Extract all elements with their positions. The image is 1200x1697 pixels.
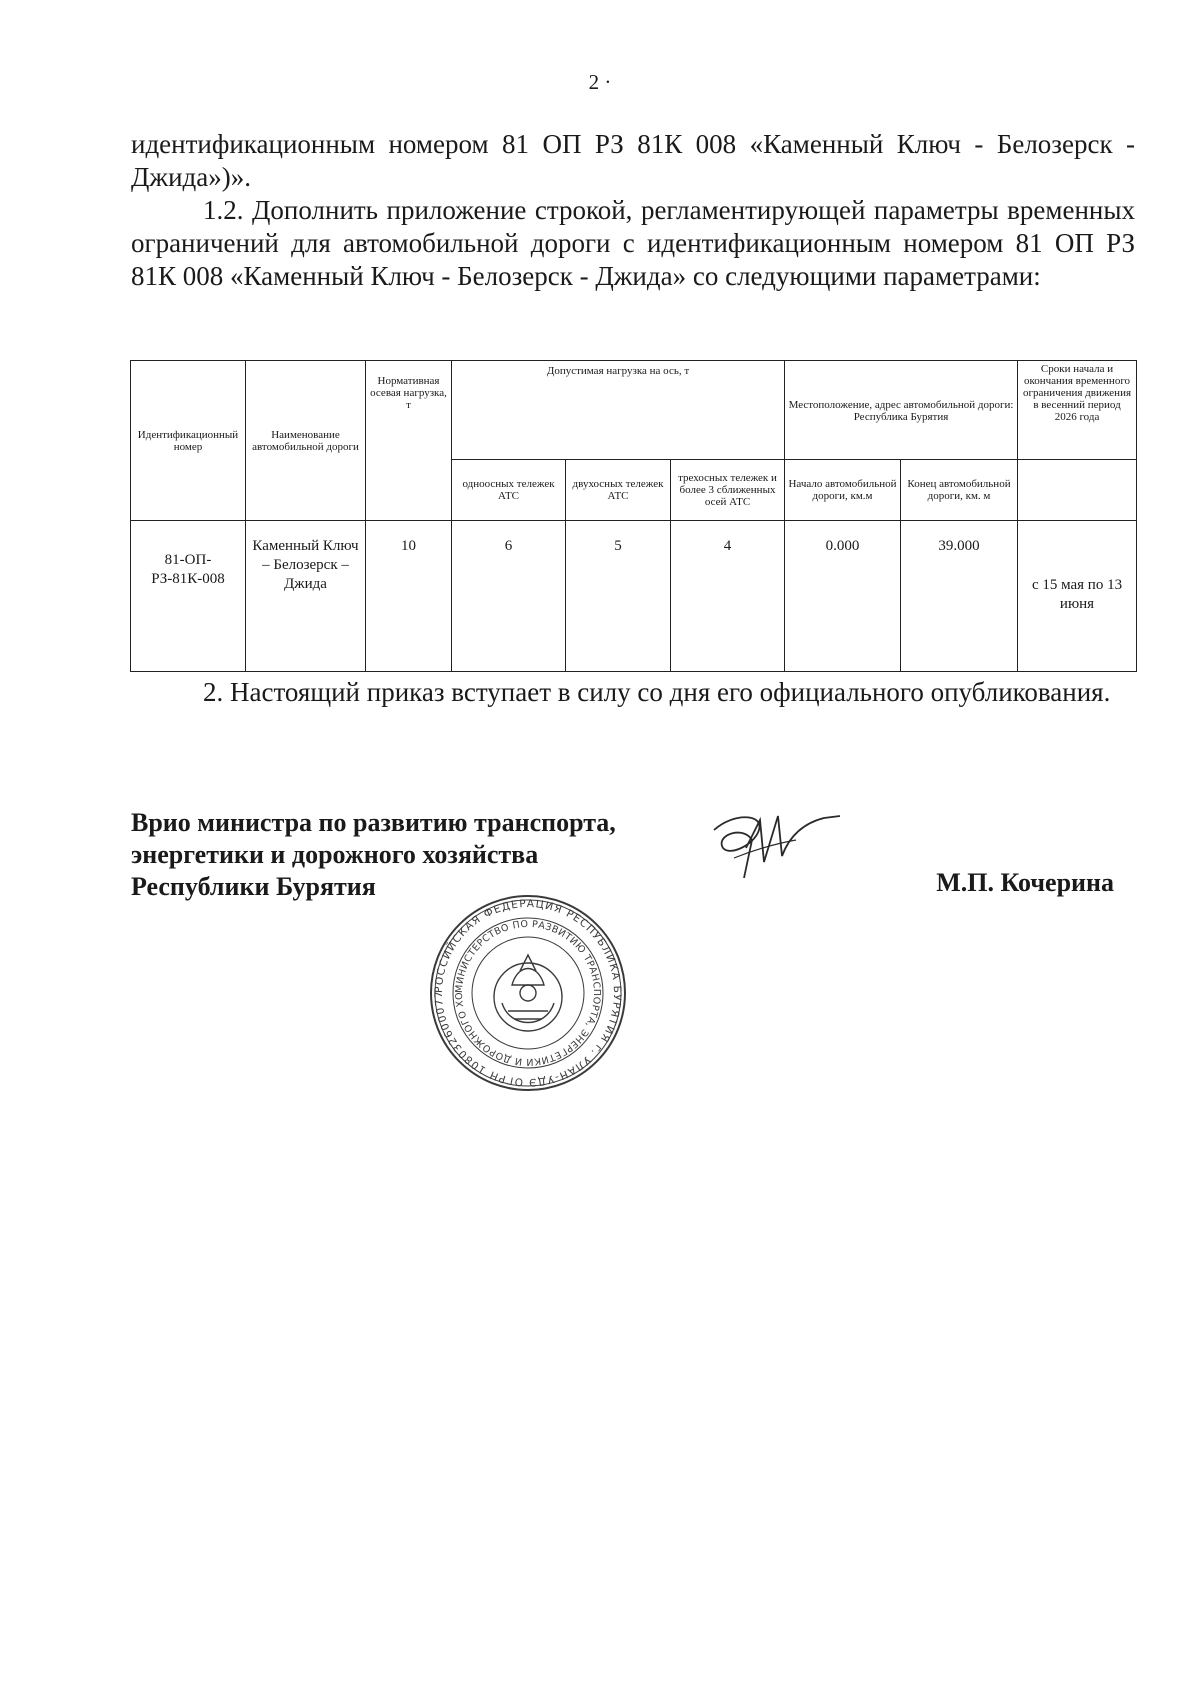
table-row <box>131 521 1137 672</box>
header-road-end: Конец автомобильной дороги, км. м <box>901 460 1018 521</box>
header-period: Сроки начала и окончания временного ограничения движения в весенний период 2026 года <box>1018 361 1137 460</box>
header-id-number: Идентификационный номер <box>131 361 246 521</box>
official-seal <box>428 893 628 1098</box>
coat-of-arms-emblem <box>494 955 562 1031</box>
cell-normative-load: 10 <box>366 521 452 672</box>
cell-single-axle: 6 <box>452 521 566 672</box>
header-period-empty <box>1018 460 1137 521</box>
header-location: Местоположение, адрес автомобильной дороги: Республика Бурятия <box>785 361 1018 460</box>
header-normative-load: Нормативная осевая нагрузка, т <box>366 361 452 521</box>
header-single-axle: одноосных тележек АТС <box>452 460 566 521</box>
signatory-title-line: Республики Бурятия <box>131 872 376 901</box>
seal-inner-text: МИНИСТЕРСТВО ПО РАЗВИТИЮ ТРАНСПОРТА, ЭНЕРГЕТИКИ И ДОРОЖНОГО ХО <box>453 918 603 1068</box>
signatory-name: М.П. Кочерина <box>936 868 1114 897</box>
signatory-title-line: энергетики и дорожного хозяйства <box>131 840 539 869</box>
cell-id-number: 81-ОП-РЗ-81К-008 <box>131 521 246 672</box>
paragraph-1-2: 1.2. Дополнить приложение строкой, регламентирующей параметры временных ограничений для автомобильной дороги с идентификационным номером 81 ОП РЗ 81К 008 «Каменный Ключ - Белозерск - Джида» со следующими параметрами: <box>131 195 1135 291</box>
page-number: 2 · <box>588 70 612 94</box>
cell-road-end: 39.000 <box>901 521 1018 672</box>
signatory-title <box>131 807 616 903</box>
paragraph-2: 2. Настоящий приказ вступает в силу со дня его официального опубликования. <box>203 677 1111 707</box>
signatory-title-line: Врио министра по развитию транспорта, <box>131 808 616 837</box>
cell-road-name: Каменный Ключ – Белозерск – Джида <box>246 521 366 672</box>
paragraph-continuation: идентификационным номером 81 ОП РЗ 81К 008 «Каменный Ключ - Белозерск - Джида»)». <box>131 129 1135 192</box>
seal-outer-text: РОССИЙСКАЯ ФЕДЕРАЦИЯ РЕСПУБЛИКА БУРЯТИЯ г. УЛАН-УДЭ ОГРН 108032600077 <box>432 897 624 1089</box>
cell-double-axle: 5 <box>566 521 671 672</box>
cell-road-start: 0.000 <box>785 521 901 672</box>
cell-period: с 15 мая по 13 июня <box>1018 521 1137 672</box>
header-double-axle: двухосных тележек АТС <box>566 460 671 521</box>
handwritten-signature <box>704 800 844 895</box>
restrictions-table <box>130 360 1137 672</box>
header-allowed-load: Допустимая нагрузка на ось, т <box>452 361 785 460</box>
cell-triple-axle: 4 <box>671 521 785 672</box>
header-road-name: Наименование автомобильной дороги <box>246 361 366 521</box>
header-road-start: Начало автомобильной дороги, км.м <box>785 460 901 521</box>
header-triple-axle: трехосных тележек и более 3 сближенных осей АТС <box>671 460 785 521</box>
